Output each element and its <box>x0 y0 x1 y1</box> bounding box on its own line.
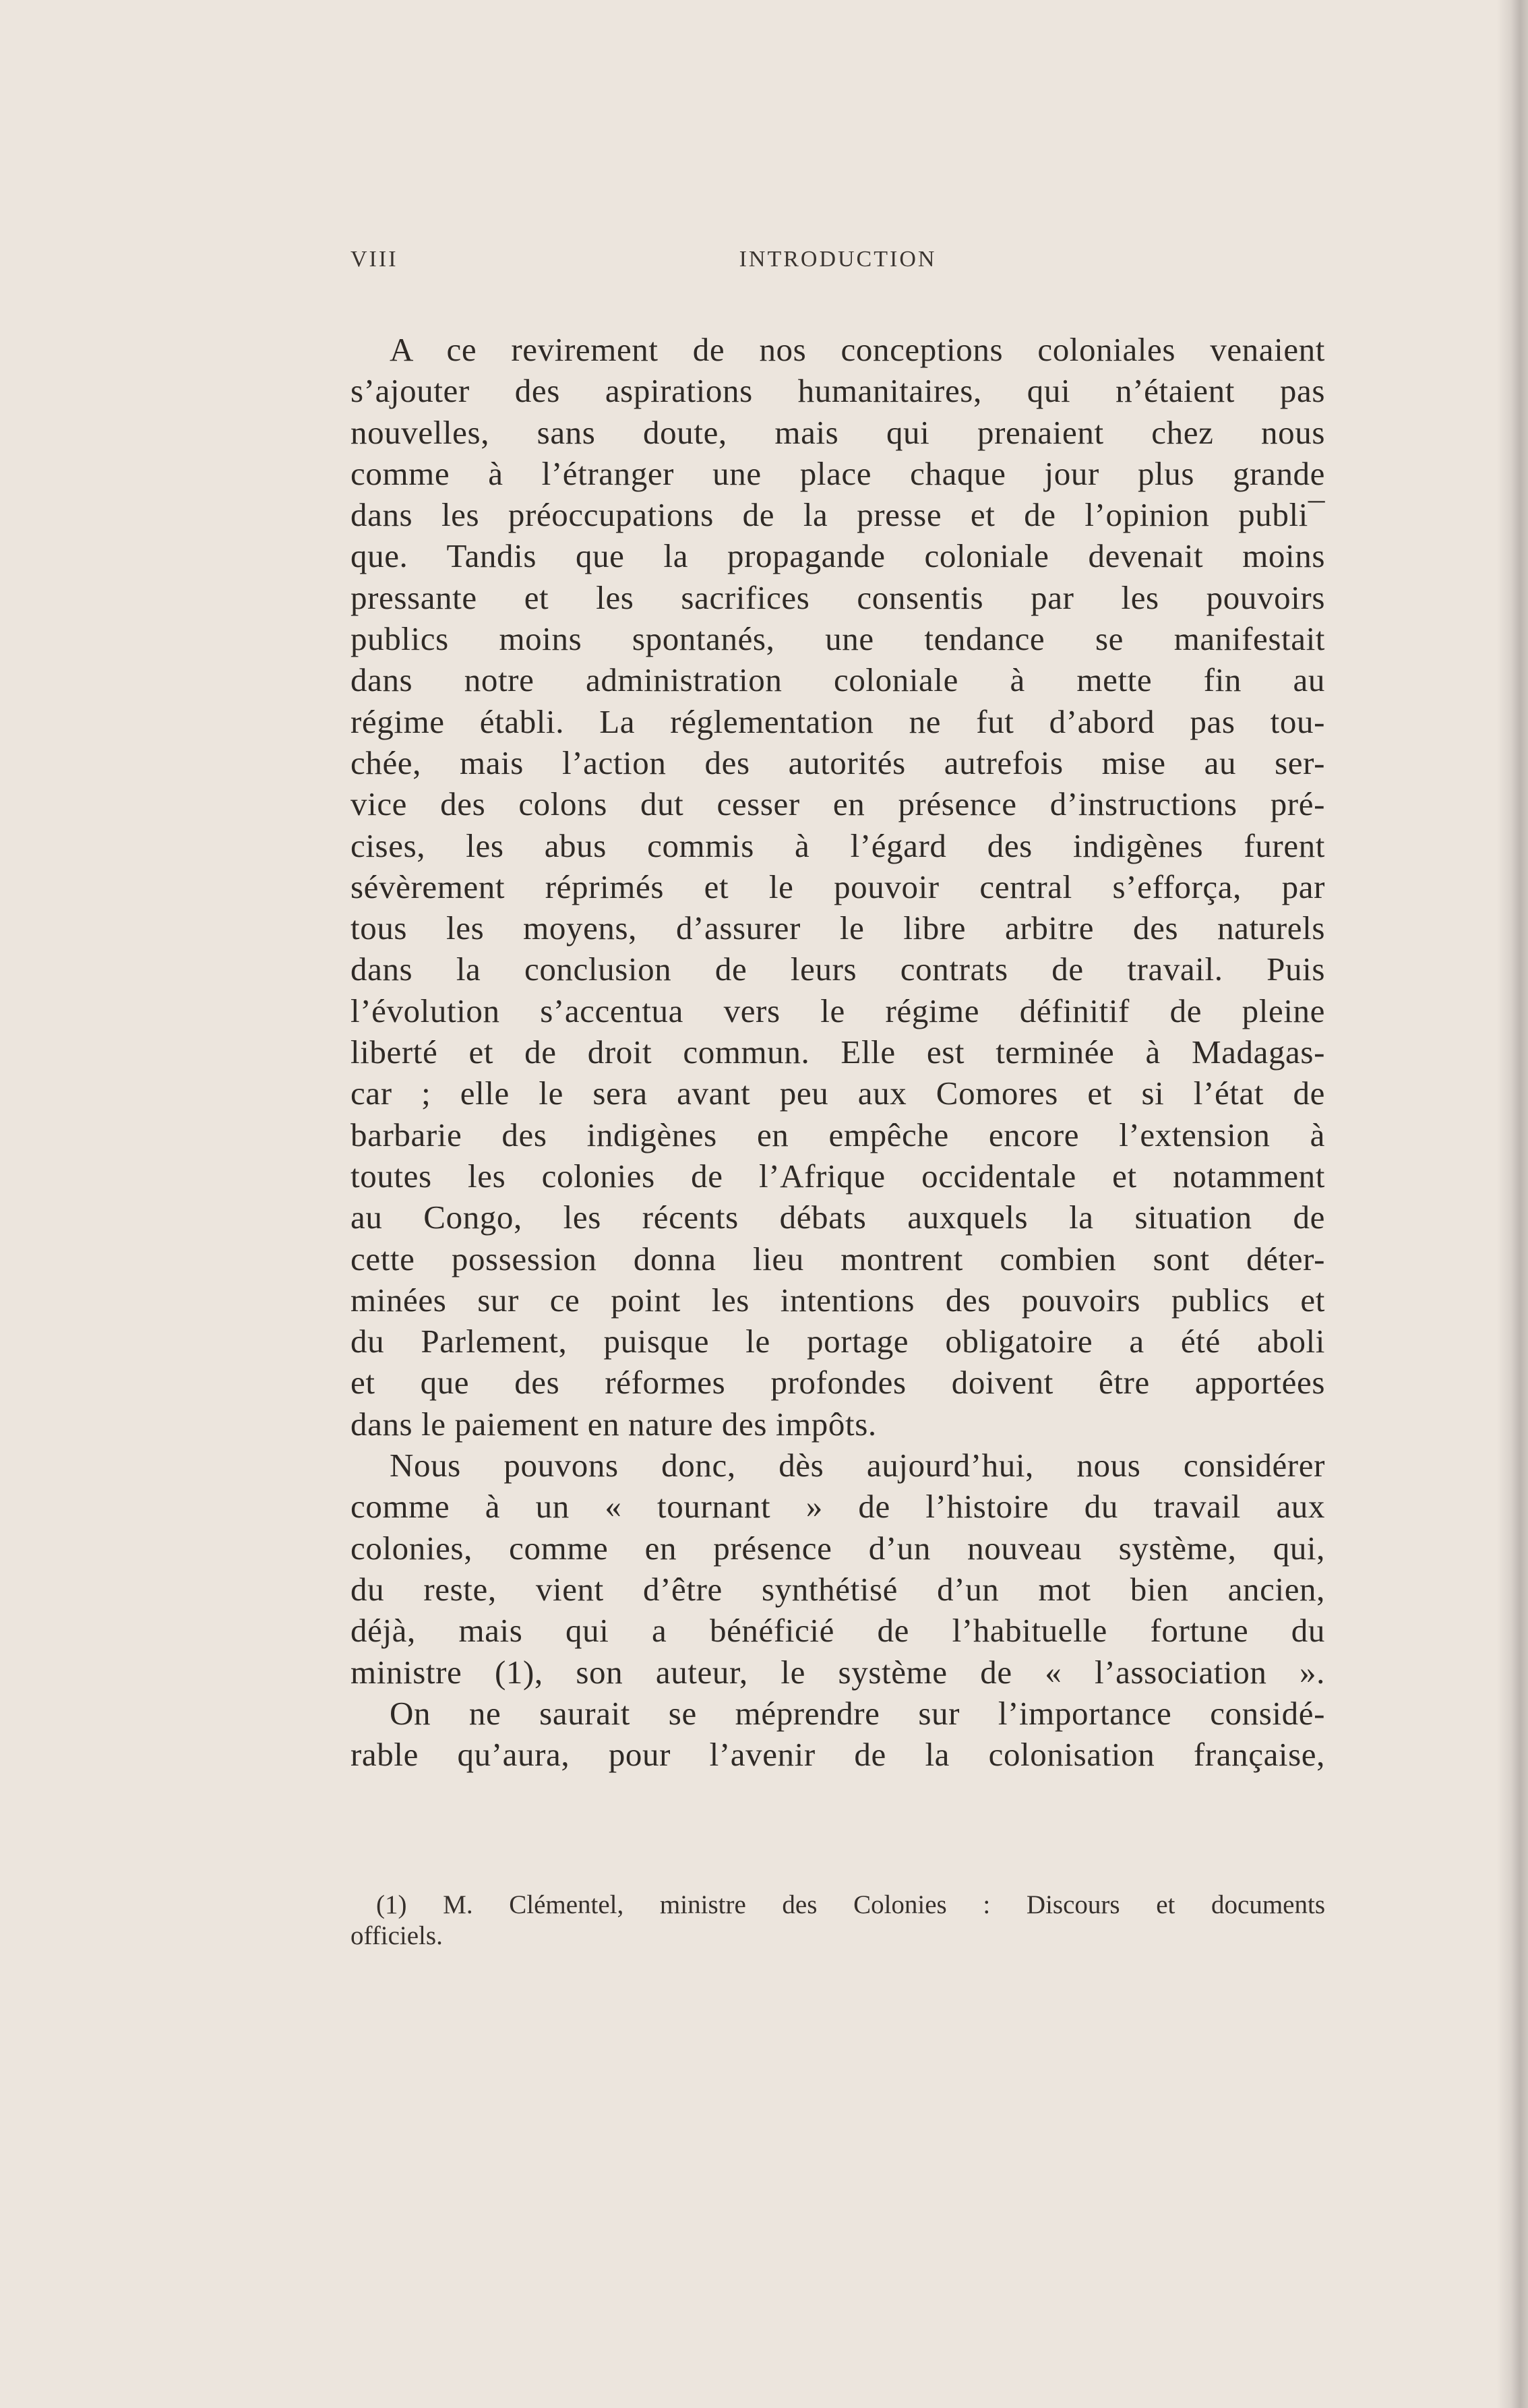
text-line: toutes les colonies de l’Afrique occidentale et notamment <box>350 1157 1325 1195</box>
text-line: cises, les abus commis à l’égard des indigènes furent <box>350 826 1325 864</box>
footnote <box>350 1890 1325 1952</box>
text-line: tous les moyens, d’assurer le libre arbitre des naturels <box>350 909 1325 947</box>
text-line: Nous pouvons donc, dès aujourd’hui, nous considérer <box>390 1447 1325 1484</box>
page-number: VIII <box>350 247 398 272</box>
text-line: dans les préoccupations de la presse et de l’opinion publi¯ <box>350 496 1325 534</box>
text-line: du reste, vient d’être synthétisé d’un mot bien ancien, <box>350 1570 1325 1608</box>
text-line: comme à un « tournant » de l’histoire du travail aux <box>350 1488 1325 1526</box>
text-line: cette possession donna lieu montrent combien sont déter- <box>350 1240 1325 1277</box>
running-title: INTRODUCTION <box>739 247 937 272</box>
text-line: minées sur ce point les intentions des pouvoirs publics et <box>350 1281 1325 1319</box>
text-line: A ce revirement de nos conceptions coloniales venaient <box>390 331 1325 368</box>
text-line: chée, mais l’action des autorités autrefois mise au ser- <box>350 744 1325 781</box>
text-line: régime établi. La réglementation ne fut d’abord pas tou- <box>350 702 1325 740</box>
text-line: dans le paiement en nature des impôts. <box>350 1405 877 1443</box>
body-text <box>350 329 1325 1775</box>
text-line: liberté et de droit commun. Elle est terminée à Madagas- <box>350 1033 1325 1071</box>
text-line: ministre (1), son auteur, le système de « l’association ». <box>350 1653 1325 1691</box>
text-line: que. Tandis que la propagande coloniale devenait moins <box>350 537 1325 575</box>
text-line: vice des colons dut cesser en présence d’instructions pré- <box>350 785 1325 823</box>
footnote-line: officiels. <box>350 1921 443 1950</box>
text-line: au Congo, les récents débats auxquels la situation de <box>350 1199 1325 1236</box>
text-line: s’ajouter des aspirations humanitaires, qui n’étaient pas <box>350 372 1325 410</box>
text-line: et que des réformes profondes doivent être apportées <box>350 1364 1325 1402</box>
text-line: publics moins spontanés, une tendance se manifestait <box>350 620 1325 658</box>
text-line: déjà, mais qui a bénéficié de l’habituelle fortune du <box>350 1612 1325 1650</box>
text-line: dans notre administration coloniale à mette fin au <box>350 661 1325 699</box>
text-line: barbarie des indigènes en empêche encore l’extension à <box>350 1116 1325 1153</box>
running-header <box>350 247 1325 280</box>
text-line: car ; elle le sera avant peu aux Comores et si l’état de <box>350 1075 1325 1112</box>
text-line: l’évolution s’accentua vers le régime définitif de pleine <box>350 992 1325 1029</box>
text-line: On ne saurait se méprendre sur l’importance considé- <box>390 1694 1325 1732</box>
page-edge-shadow <box>1497 0 1528 2408</box>
text-line: rable qu’aura, pour l’avenir de la colonisation française, <box>350 1736 1325 1774</box>
text-line: sévèrement réprimés et le pouvoir central s’efforça, par <box>350 868 1325 905</box>
text-line: comme à l’étranger une place chaque jour plus grande <box>350 454 1325 492</box>
footnote-line: (1) M. Clémentel, ministre des Colonies : Discours et documents <box>376 1890 1325 1919</box>
text-line: dans la conclusion de leurs contrats de travail. Puis <box>350 951 1325 988</box>
text-line: nouvelles, sans doute, mais qui prenaient chez nous <box>350 413 1325 451</box>
text-line: pressante et les sacrifices consentis par les pouvoirs <box>350 578 1325 616</box>
text-line: du Parlement, puisque le portage obligatoire a été aboli <box>350 1323 1325 1360</box>
text-line: colonies, comme en présence d’un nouveau système, qui, <box>350 1529 1325 1567</box>
